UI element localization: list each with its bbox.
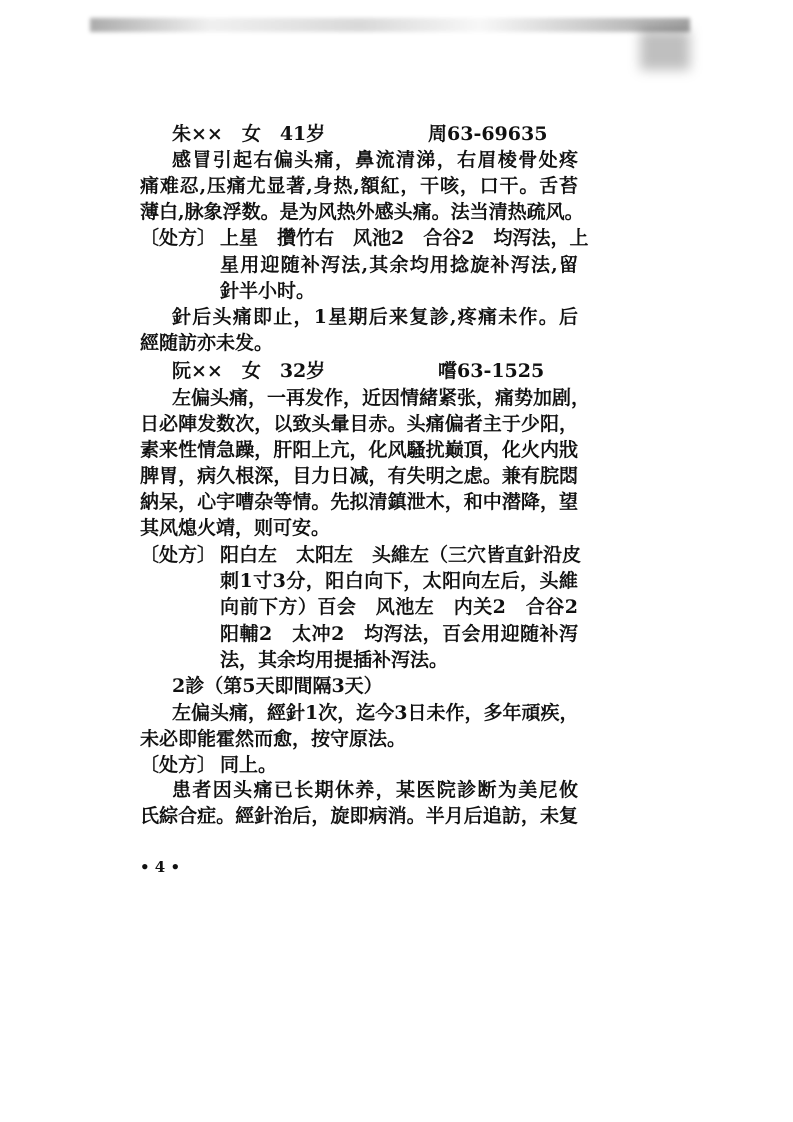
scan-artifact [640,30,690,70]
text-line: 氏綜合症。經針治后，旋即病消。半月后追訪，未复 [140,805,578,827]
text-line: 脾胃，病久根深，目力日减，有失明之虑。兼有脘悶 [140,465,578,487]
text-line: 納呆，心宇嘈杂等情。先拟清鎮泄木，和中潜降，望 [140,491,578,513]
prescription-line: 阳輔2 太冲2 均泻法，百会用迎随补泻 [220,623,578,645]
text-line: 日必陣发数次，以致头暈目赤。头痛偏者主于少阳， [140,413,578,435]
text-line: 患者因头痛已长期休养，某医院診断为美尼攸 [172,779,578,801]
scan-artifact [90,18,690,32]
prescription-line: 星用迎随补泻法,其余均用捻旋补泻法,留 [220,254,578,276]
prescription-line: 法，其余均用提插补泻法。 [220,649,449,671]
text-line: 經随訪亦未发。 [140,332,274,354]
page-number: • 4 • [140,858,181,876]
text-line: 感冒引起右偏头痛，鼻流清涕，右眉棱骨处疼 [172,149,578,171]
prescription-line: 同上。 [220,754,278,776]
patient-id: 嚐63-1525 [438,360,545,382]
prescription-label: 〔处方〕 [140,227,217,249]
text-line: 其风熄火靖，则可安。 [140,517,331,539]
text-line: 針后头痛即止，1星期后来复診,疼痛未作。后 [172,306,578,328]
prescription-label: 〔处方〕 [140,754,217,776]
text-line: 痛难忍,压痛尤显著,身热,額紅，干咳，口干。舌苔 [140,175,578,197]
text-line: 素来性情急躁，肝阳上亢，化风騷扰巅頂，化火内戕 [140,439,578,461]
prescription-line: 向前下方）百会 风池左 内关2 合谷2 [220,596,578,618]
visit-2-title: 2診（第5天即間隔3天） [172,675,383,697]
patient-header: 阮×× 女 32岁 [172,360,326,382]
prescription-line: 刺1寸3分，阳白向下，太阳向左后，头維 [220,570,578,592]
text-line: 未必即能霍然而愈，按守原法。 [140,728,407,750]
text-line: 薄白,脉象浮数。是为风热外感头痛。法当清热疏风。 [140,201,584,223]
prescription-line: 針半小时。 [220,280,316,302]
patient-id: 周63-69635 [428,123,548,145]
text-line: 左偏头痛，經針1次，迄今3日未作，多年頑疾， [172,702,579,724]
patient-header: 朱×× 女 41岁 [172,123,326,145]
prescription-line: 阳白左 太阳左 头維左（三穴皆直針沿皮 [220,544,582,566]
text-line: 左偏头痛，一再发作，近因情緒紧张，痛势加剧， [172,387,591,409]
prescription-line: 上星 攢竹右 风池2 合谷2 均泻法，上 [220,227,589,249]
prescription-label: 〔处方〕 [140,544,217,566]
